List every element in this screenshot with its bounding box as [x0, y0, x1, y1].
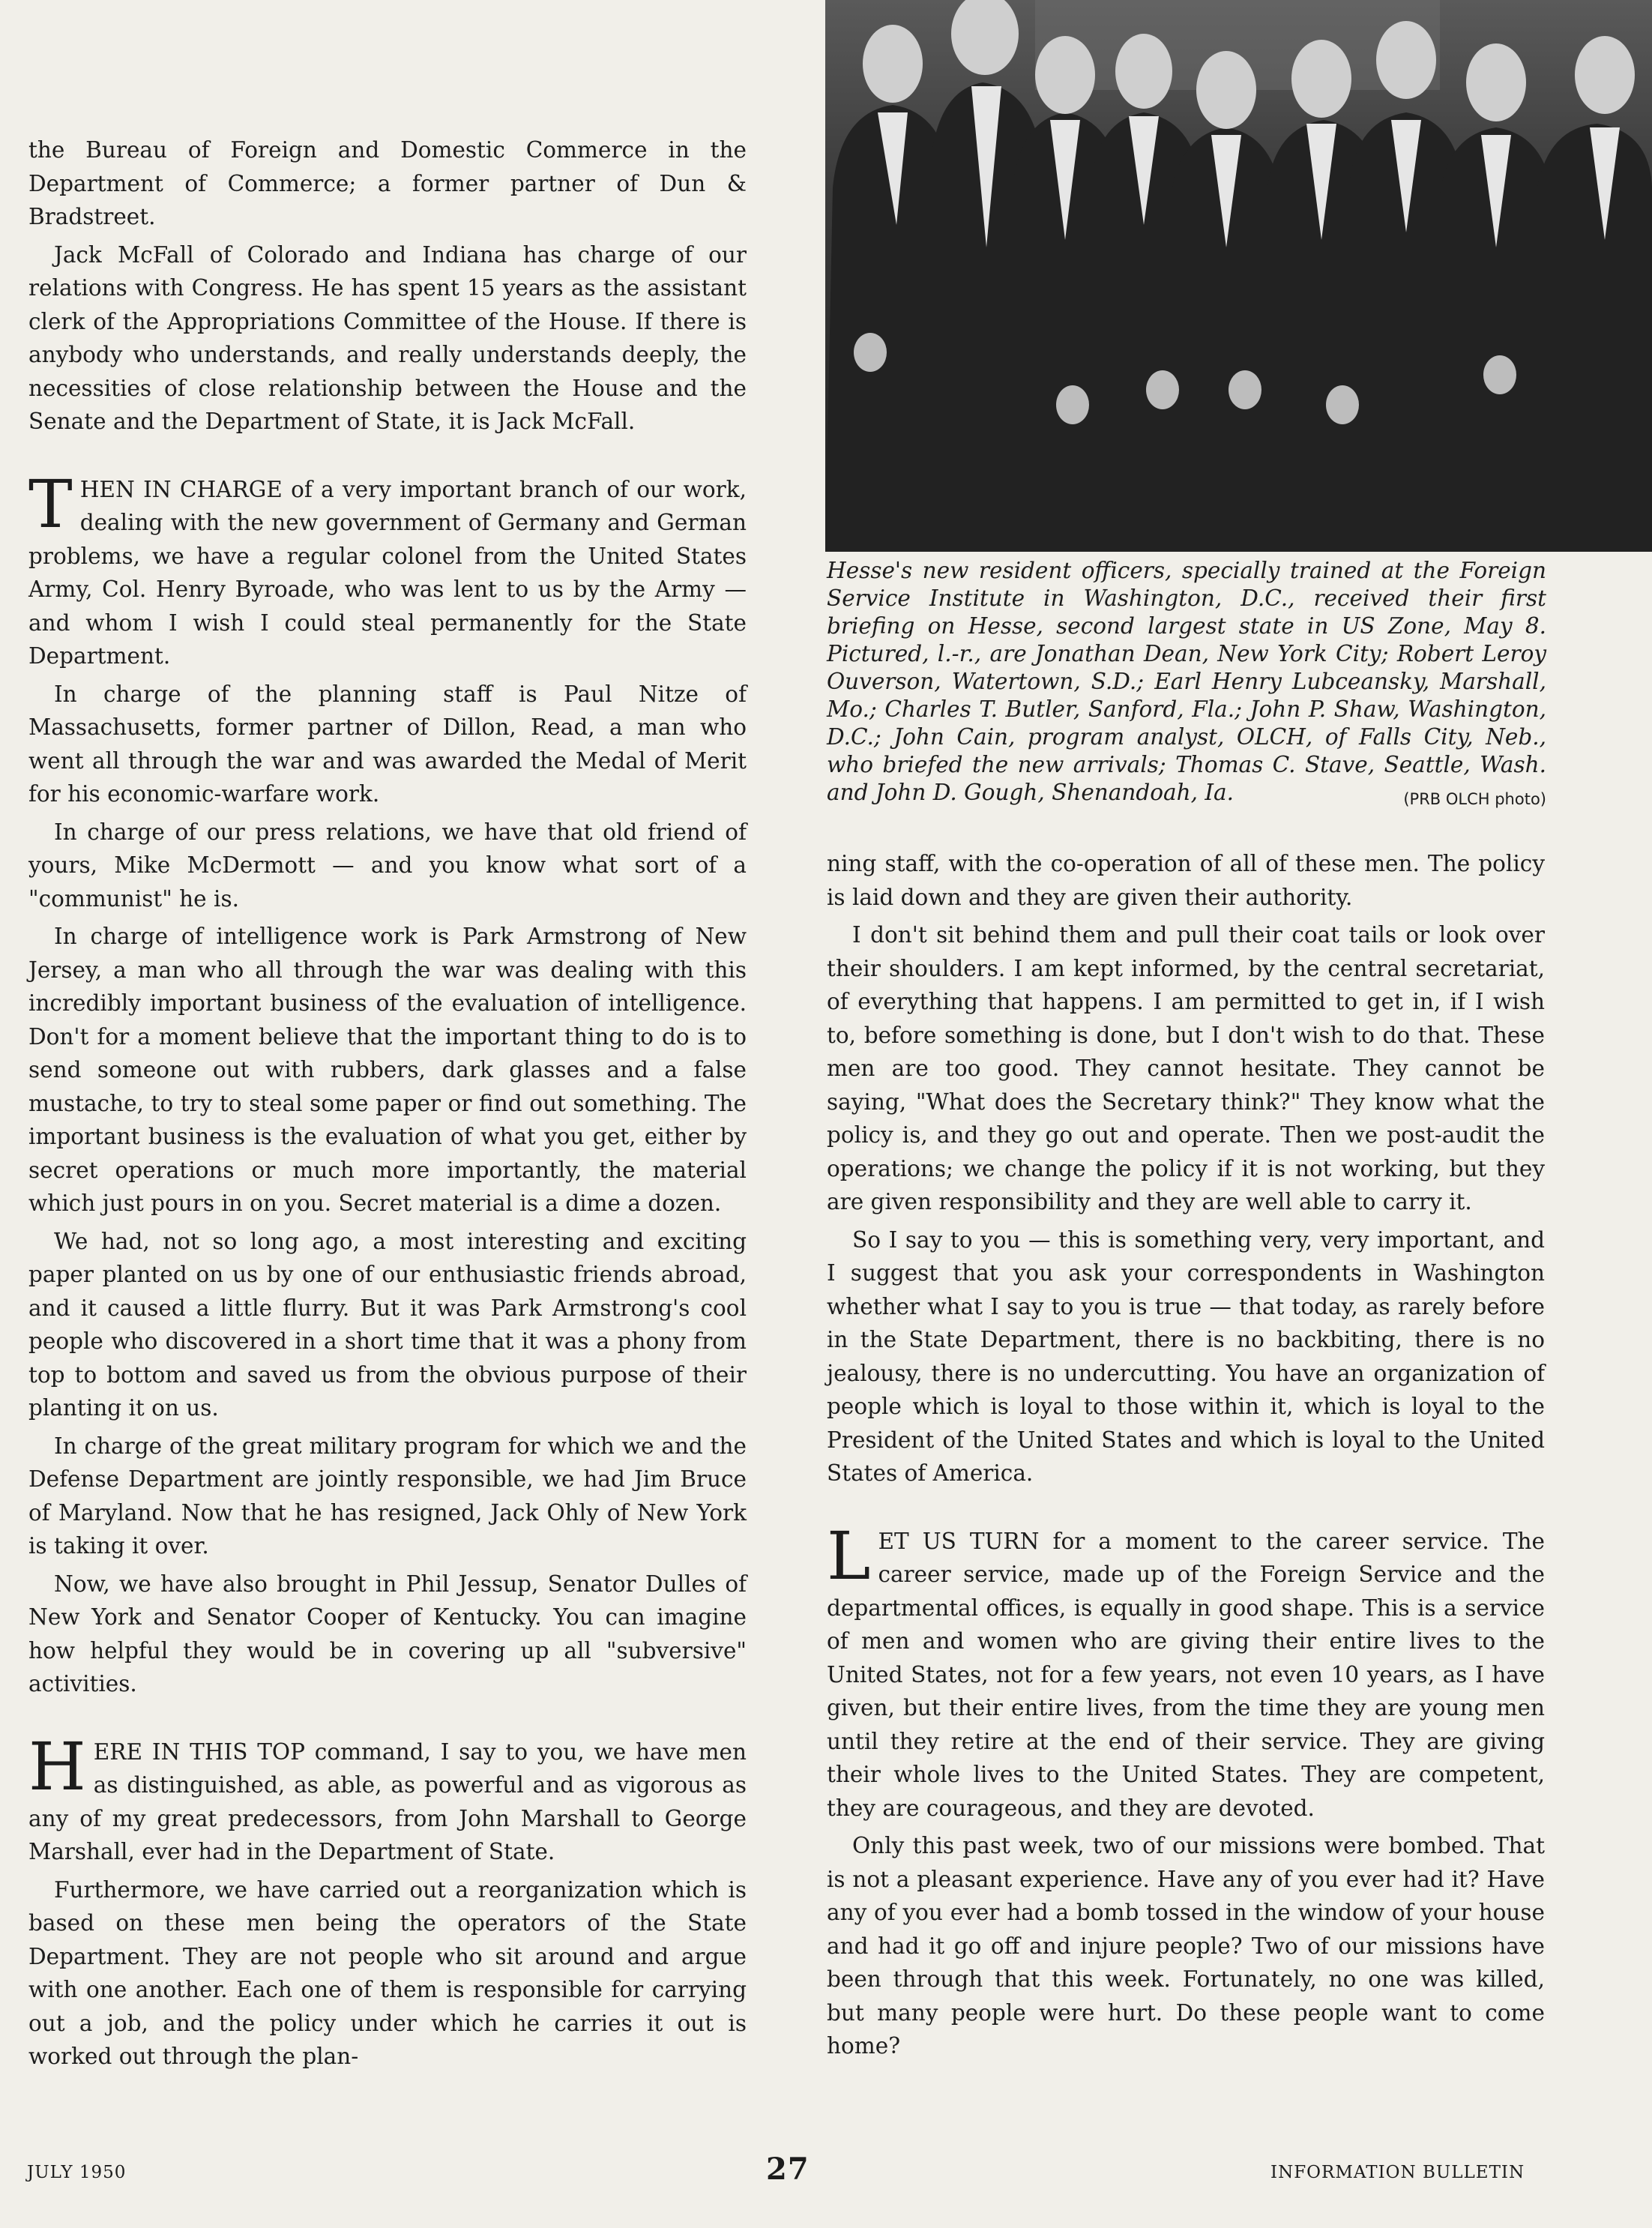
- paragraph: I don't sit behind them and pull their coat tails or look over their shoulders. I am kept informed, by the central secretariat, of everything that happens. I am permitted to get in, if I wish to, before something is done, but I don't wish to do that. These men are too good. They cannot hesitate. They cannot be saying, "What does the Secretary think?" They know what the policy is, and they go out and operate. Then we post-audit the operations; we change the policy if it is not working, but they are given responsibility and they are well able to carry it.: [827, 922, 1545, 1214]
- paragraph: ning staff, with the co-operation of all of these men. The policy is laid down and they are given their authority.: [827, 851, 1545, 910]
- issue-date: JULY 1950: [27, 2163, 127, 2182]
- paragraph: Furthermore, we have carried out a reorganization which is based on these men being the operators of the State Department. They are not people who sit around and argue with one another. Each one of them is responsible for carrying out a job, and the policy under which he carries it out is worked out through the plan-: [28, 1876, 747, 2069]
- paragraph: We had, not so long ago, a most interesting and exciting paper planted on us by one of our enthusiastic friends abroad, and it caused a little flurry. But it was Park Armstrong's cool people who discovered in a short time that it was a phony from top to bottom and saved us from the obvious purpose of their planting it on us.: [28, 1228, 747, 1421]
- photo-credit: (PRB OLCH photo): [1403, 790, 1546, 808]
- lead-in: ERE IN THIS TOP: [93, 1738, 305, 1765]
- paragraph: So I say to you — this is something very, very important, and I suggest that you ask your correspondents in Washington whether what I say to you is true — that today, as rarely before in the State Department, there is no backbiting, there is no jealousy, there is no undercutting. You have an organization of people which is loyal to those within it, which is loyal to the President of the United States and which is loyal to the United States of America.: [827, 1226, 1545, 1486]
- caption-text: Hesse's new resident officers, specially trained at the Foreign Service Institute in Washington, D.C., received their first briefing on Hesse, second largest state in US Zone, May 8. Pictured, l.-r., are Jonathan Dean, New York City; Robert Leroy Ouverson, Watertown, S.D.; Earl Henry Lubceansky, Marshall, Mo.; Charles T. Butler, Sanford, Fla.; John P. Shaw, Washington, D.C.; John Cain, program analyst, OLCH, of Falls City, Neb., who briefed the new arrivals; Thomas C. Stave, Seattle, Wash. and John D. Gough, Shenandoah, Ia.: [827, 558, 1546, 805]
- lead-in: HEN IN CHARGE: [79, 476, 283, 502]
- section-paragraph: [28, 1727, 747, 1869]
- paragraph: Only this past week, two of our missions were bombed. That is not a pleasant experience. Have any of you ever had it? Have any of you ever had a bomb tossed in the window of your house and had it go off and injure people? Two of our missions have been through that this week. Fortunately, no one was killed, but many people were hurt. Do these people want to come home?: [827, 1833, 1545, 2059]
- paragraph: In charge of the great military program for which we and the Defense Department are jointly responsible, we had Jim Bruce of Maryland. Now that he has resigned, Jack Ohly of New York is taking it over.: [28, 1433, 747, 1559]
- paragraph: the Bureau of Foreign and Domestic Commerce in the Department of Commerce; a former partner of Dun & Bradstreet.: [28, 137, 747, 229]
- group-photo-figure: [825, 0, 1652, 552]
- section-text: of a very important branch of our work, dealing with the new government of Germany and German problems, we have a regular colonel from the United States Army, Col. Henry Byroade, who was lent to us by the Army — and whom I wish I could steal permanently for the State Department.: [28, 476, 747, 669]
- page-number: 27: [766, 2152, 810, 2187]
- photo-caption: [827, 557, 1546, 813]
- section-text: for a moment to the career service. The career service, made up of the Foreign Service and the departmental offices, is equally in good shape. This is a service of men and women who are giving their entire lives to the United States, not for a few years, not even 10 years, as I have given, but their entire lives, from the time they are young men until they retire at the end of their service. They are giving their whole lives to the United States. They are competent, they are courageous, and they are devoted.: [827, 1528, 1545, 1821]
- section-paragraph: [827, 1517, 1545, 1825]
- drop-cap: T: [28, 465, 73, 543]
- paragraph: In charge of intelligence work is Park Armstrong of New Jersey, a man who all through the war was dealing with this incredibly important business of the evaluation of intelligence. Don't for a moment believe that the important thing to do is to send someone out with rubbers, dark glasses and a false mustache, to try to steal some paper or find out something. The important business is the evaluation of what you get, either by secret operations or much more importantly, the material which just pours in on you. Secret material is a dime a dozen.: [28, 924, 747, 1216]
- paragraph: In charge of our press relations, we have that old friend of yours, Mike McDermott — and you know what sort of a "communist" he is.: [28, 819, 747, 912]
- drop-cap: H: [28, 1727, 86, 1805]
- left-column: [28, 133, 747, 2078]
- right-column: [827, 847, 1545, 2068]
- publication-title: INFORMATION BULLETIN: [1270, 2163, 1525, 2182]
- paragraph: In charge of the planning staff is Paul Nitze of Massachusetts, former partner of Dillon, Read, a man who went all through the war and was awarded the Medal of Merit for his economic-warfare work.: [28, 681, 747, 807]
- section-text: command, I say to you, we have men as distinguished, as able, as powerful and as vigorous as any of my great predecessors, from John Marshall to George Marshall, ever had in the Department of State.: [28, 1738, 747, 1864]
- paragraph: Jack McFall of Colorado and Indiana has charge of our relations with Congress. He has spent 15 years as the assistant clerk of the Appropriations Committee of the House. If there is anybody who understands, and really understands deeply, the necessities of close relationship between the House and the Senate and the Department of State, it is Jack McFall.: [28, 241, 747, 434]
- drop-cap: L: [827, 1517, 871, 1595]
- section-paragraph: [28, 465, 747, 673]
- lead-in: ET US TURN: [878, 1528, 1040, 1554]
- group-photo: [825, 0, 1652, 552]
- paragraph: Now, we have also brought in Phil Jessup, Senator Dulles of New York and Senator Cooper of Kentucky. You can imagine how helpful they would be in covering up all "subversive" activities.: [28, 1571, 747, 1696]
